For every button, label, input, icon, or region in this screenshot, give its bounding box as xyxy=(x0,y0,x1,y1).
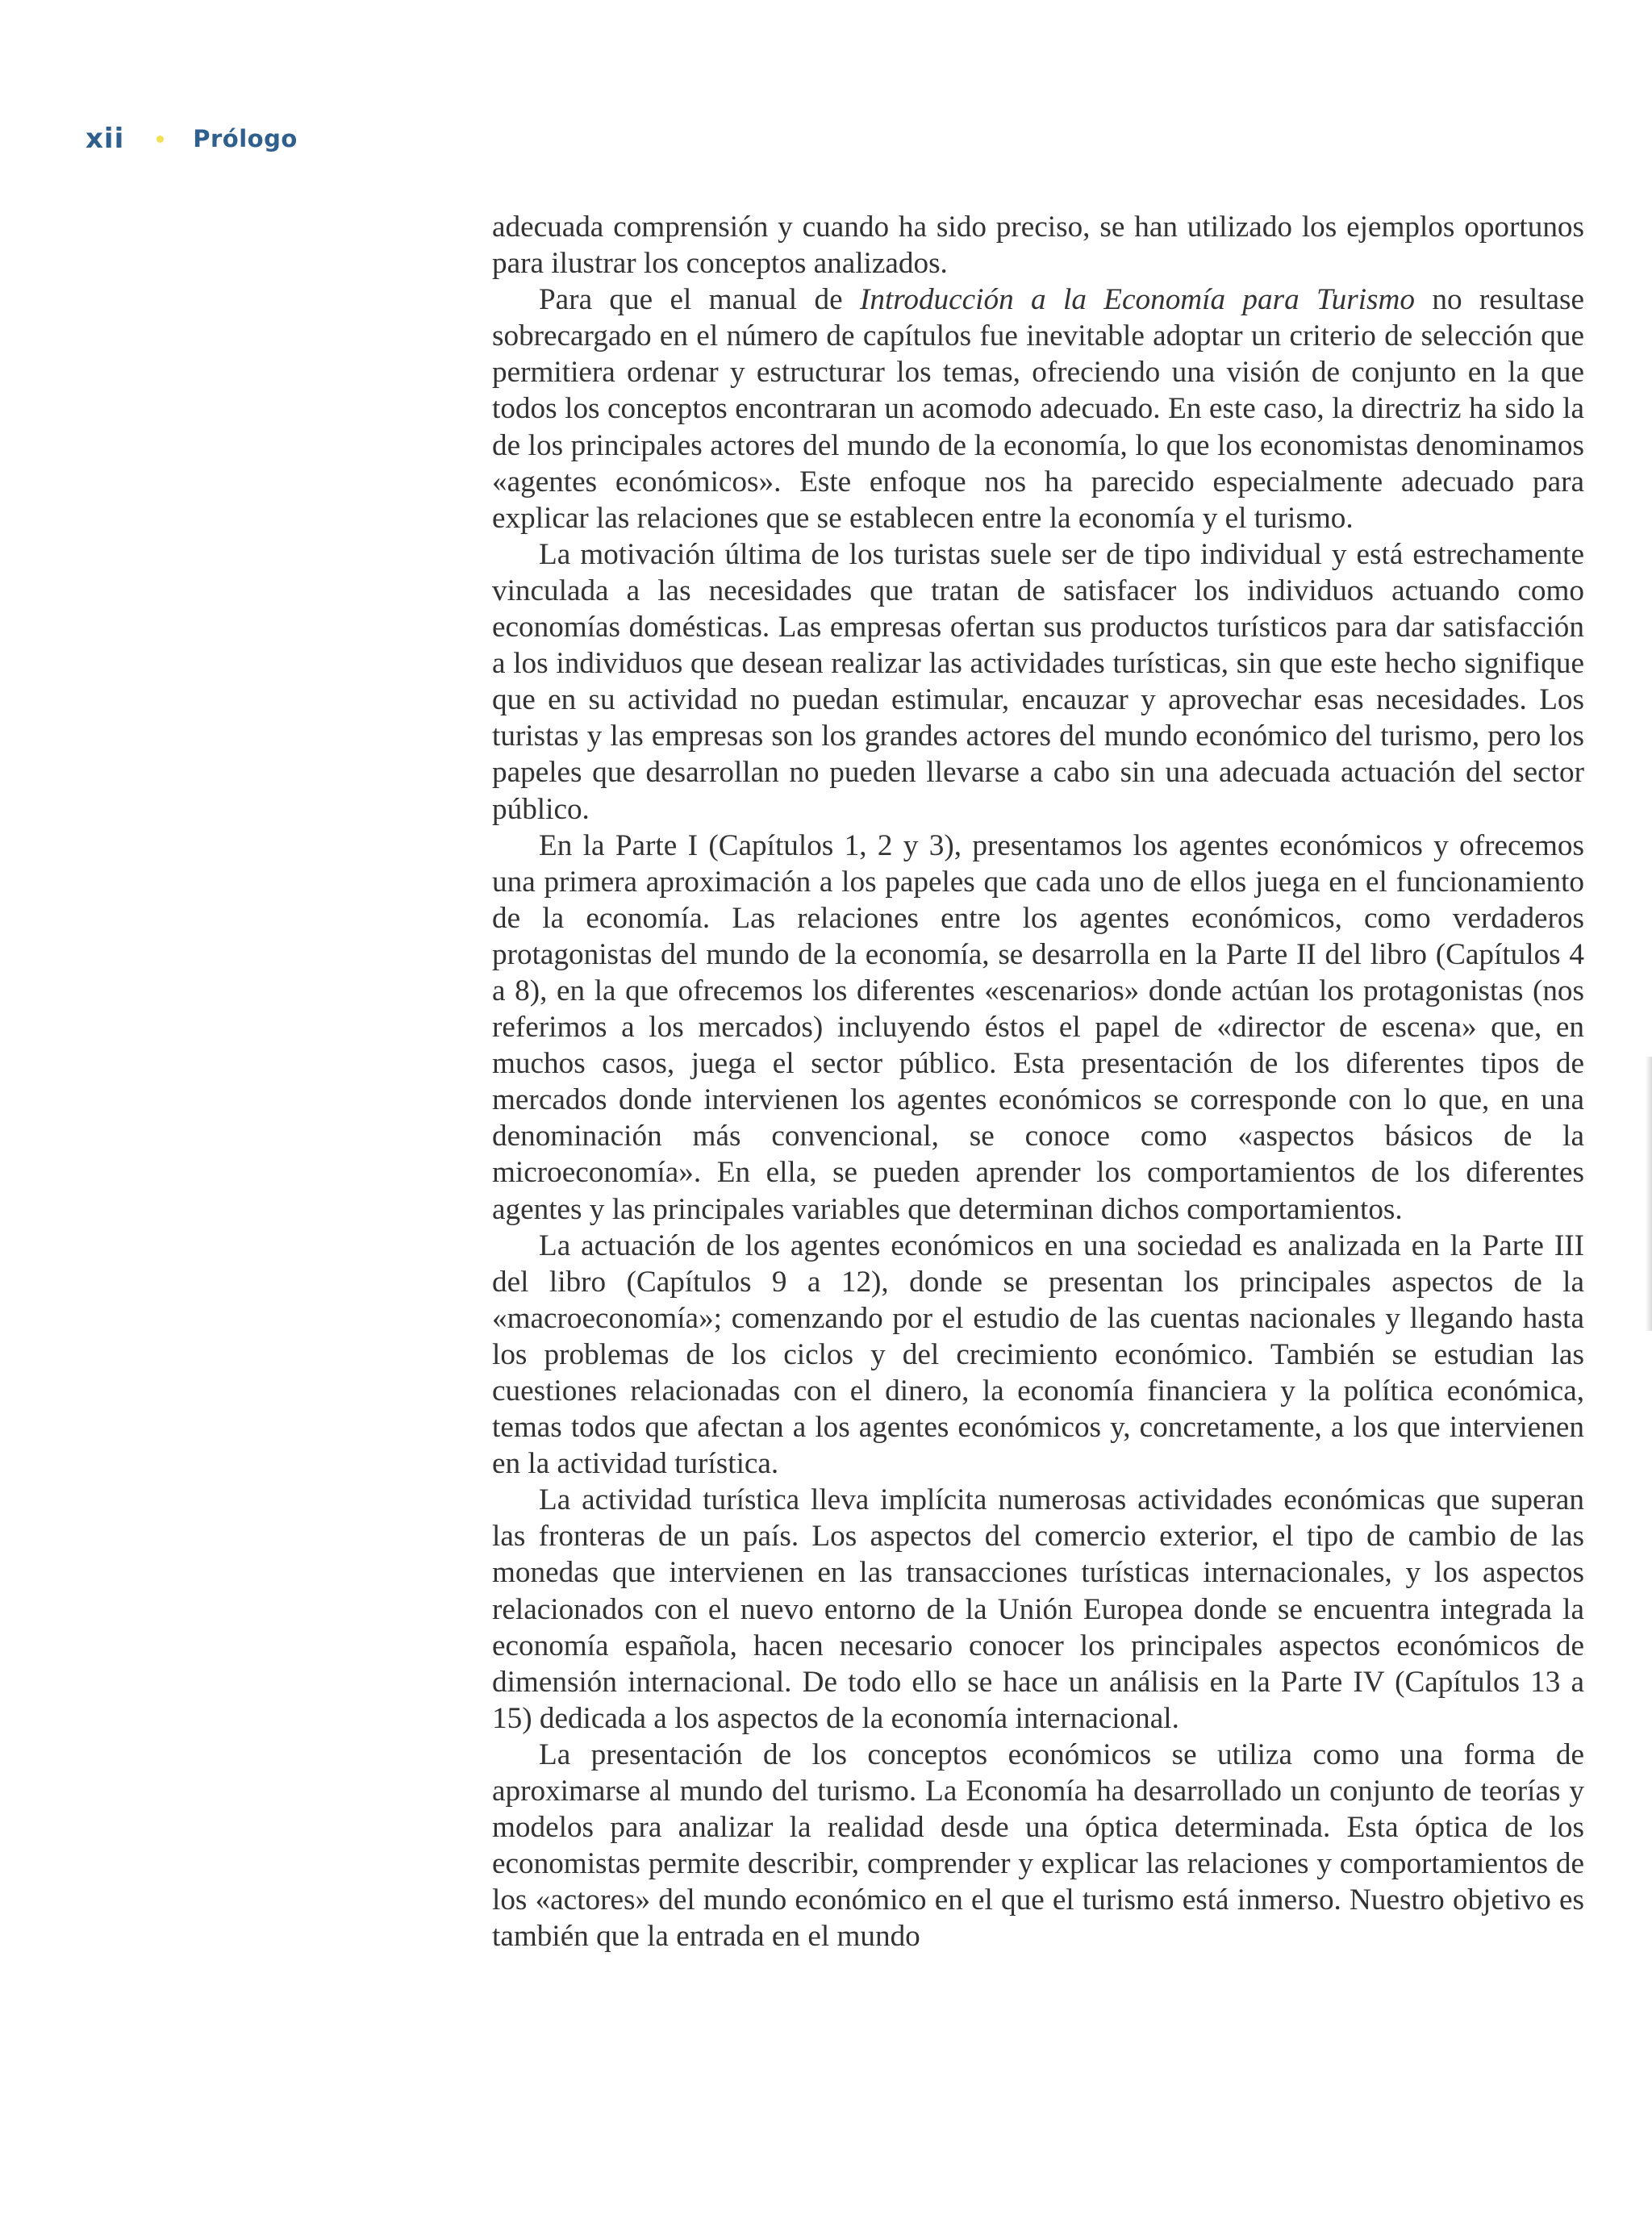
paragraph xyxy=(492,1737,1584,1955)
paragraph-text: Para que el manual de xyxy=(539,283,860,317)
page-edge-shadow xyxy=(1646,1057,1652,1331)
bullet-dot-icon xyxy=(156,136,164,143)
running-head xyxy=(86,121,298,156)
paragraph-text: La presentación de los conceptos económicos se utiliza como una forma de aproximarse al mundo del turismo. La Economía ha desarrollado un conjunto de teorías y modelos para analizar la realidad desde una óptica determinada. Esta óptica de los economistas permite describir, comprender y explicar las relaciones y comportamientos de los «actores» del mundo económico en el que el turismo está inmerso. Nuestro objetivo es también que la entrada en el mundo xyxy=(492,1737,1584,1954)
section-title: Prólogo xyxy=(193,125,298,152)
book-title: Introducción a la Economía para Turismo xyxy=(859,283,1415,317)
paragraph-text: La actuación de los agentes económicos en una sociedad es analizada en la Parte III del libro (Capítulos 9 a 12), donde se presentan los principales aspectos de la «macroeconomía»; comenzando por el estudio de las cuentas nacionales y llegando hasta los problemas de los ciclos y del crecimiento económico. También se estudian las cuestiones relacionadas con el dinero, la economía financiera y la política económica, temas todos que afectan a los agentes económicos y, concretamente, a los que intervienen en la actividad turística. xyxy=(492,1228,1584,1481)
paragraph-text: La actividad turística lleva implícita numerosas actividades económicas que superan las fronteras de un país. Los aspectos del comercio exterior, el tipo de cambio de las monedas que intervienen en las transacciones turísticas internacionales, y los aspectos relacionados con el nuevo entorno de la Unión Europea donde se encuentra integrada la economía española, hacen necesario conocer los principales aspectos económicos de dimensión internacional. De todo ello se hace un análisis en la Parte IV (Capítulos 13 a 15) dedicada a los aspectos de la economía internacional. xyxy=(492,1483,1584,1735)
paragraph-text: no resultase sobrecargado en el número de capítulos fue inevitable adoptar un criterio de selección que permitiera ordenar y estructurar los temas, ofreciendo una visión de conjunto en la que todos los conceptos encontraran un acomodo adecuado. En este caso, la directriz ha sido la de los principales actores del mundo de la economía, lo que los economistas denominamos «agentes económicos». Este enfoque nos ha parecido especialmente adecuado para explicar las relaciones que se establecen entre la economía y el turismo. xyxy=(492,283,1584,535)
paragraph xyxy=(492,536,1584,828)
page-number: xii xyxy=(86,123,125,155)
paragraph-text: adecuada comprensión y cuando ha sido preciso, se han utilizado los ejemplos oportunos para ilustrar los conceptos analizados. xyxy=(492,211,1584,281)
paragraph xyxy=(492,282,1584,536)
paragraph xyxy=(492,1482,1584,1737)
paragraph-text: La motivación última de los turistas suele ser de tipo individual y está estrechamente vinculada a las necesidades que tratan de satisfacer los individuos actuando como economías domésticas. Las empresas ofertan sus productos turísticos para dar satisfacción a los individuos que desean realizar las actividades turísticas, sin que este hecho signifique que en su actividad no puedan estimular, encauzar y aprovechar esas necesidades. Los turistas y las empresas son los grandes actores del mundo económico del turismo, pero los papeles que desarrollan no pueden llevarse a cabo sin una adecuada actuación del sector público. xyxy=(492,537,1584,826)
paragraph xyxy=(492,1228,1584,1483)
body-text xyxy=(492,209,1584,1955)
paragraph xyxy=(492,209,1584,282)
paragraph-text: En la Parte I (Capítulos 1, 2 y 3), presentamos los agentes económicos y ofrecemos una primera aproximación a los papeles que cada uno de ellos juega en el funcionamiento de la economía. Las relaciones entre los agentes económicos, como verdaderos protagonistas del mundo de la economía, se desarrolla en la Parte II del libro (Capítulos 4 a 8), en la que ofrecemos los diferentes «escenarios» donde actúan los protagonistas (nos referimos a los mercados) incluyendo éstos el papel de «director de escena» que, en muchos casos, juega el sector público. Esta presentación de los diferentes tipos de mercados donde intervienen los agentes económicos se corresponde con lo que, en una denominación más convencional, se conoce como «aspectos básicos de la microeconomía». En ella, se pueden aprender los comportamientos de los diferentes agentes y las principales variables que determinan dichos comportamientos. xyxy=(492,828,1584,1226)
paragraph xyxy=(492,828,1584,1228)
